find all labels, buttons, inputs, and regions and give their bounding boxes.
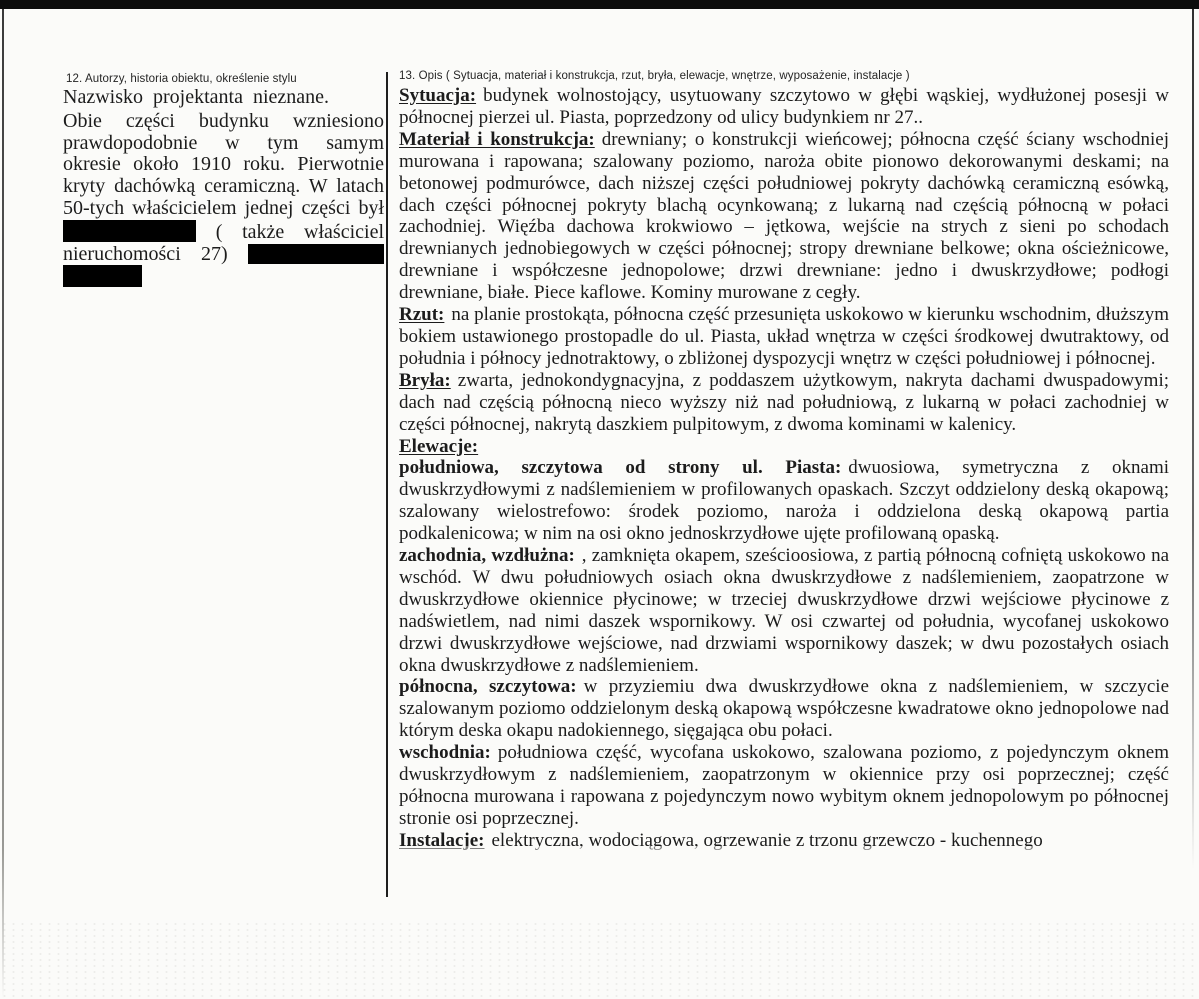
history-text-segment-1: Obie części budynku wzniesiono prawdopodobnie w tym samym okresie około 1910 roku. Pierwotnie kryty dachówką ceramiczną. W latach 50-tych właścicielem jednej części był [63,109,384,219]
text-rzut: na planie prostokąta, północna część przesunięta uskokowo w kierunku wschodnim, dłuższym bokiem ustawionego prostopadle do ul. Piasta, układ wnętrza w części środkowej dwutraktowy, od południa i północy jednotraktowy, o zbliżonej dyspozycji wnętrz w części południowej i północnej. [399,304,1169,369]
scan-edge-left [2,9,4,999]
label-material-konstrukcja: Materiał i konstrukcja: [399,128,595,150]
label-rzut: Rzut: [399,304,445,326]
designer-unknown-line: Nazwisko projektanta nieznane. [63,86,330,108]
history-text-segment-2: ( także właściciel nieruchomości 27) [63,220,385,265]
text-material-konstrukcja: drewniany; o konstrukcji wieńcowej; północna część ściany wschodniej murowana i rapowana; szalowany poziomo, naroża obite pionowo dekorowanymi deskami; na betonowej podmurówce, dach niższej części południowej pokryty dachówką ceramiczną esówką, dach części północnej pokryty blachą ocynkowaną; z lukarną nad częścią północną w połaci zachodniej. Więźba dachowa krokwiowo – jętkowa, wejście na strych z sieni po schodach drewnianych jednobiegowych w części północnej; stropy drewniane belkowe; okna ościeżnicowe, drewniane i współczesne jednopolowe; drzwi drewniane: jedno i dwuskrzydłowe; podłogi drewniane, białe. Piece kaflowe. Kominy murowane z cegły. [399,128,1169,304]
section-12-header: 12. Autorzy, historia obiektu, określenie stylu [66,73,297,85]
description-body [399,85,1169,852]
scan-noise-artifact [0,921,1199,999]
text-instalacje: elektryczna, wodociągowa, ogrzewanie z trzonu grzewczo - kuchennego [491,829,1043,851]
section-13-description [399,70,1169,852]
paragraph-instalacje [399,830,1169,852]
paragraph-elewacja-polnocna [399,676,1169,742]
section-13-header: 13. Opis ( Sytuacja, materiał i konstrukcja, rzut, bryła, elewacje, wnętrze, wyposażenie, instalacje ) [399,70,910,82]
redaction-box-2 [248,244,384,264]
text-sytuacja: budynek wolnostojący, usytuowany szczytowo w głębi wąskiej, wydłużonej posesji w północnej pierzei ul. Piasta, poprzedzony od ulicy budynkiem nr 27.. [399,85,1169,128]
label-bryla: Bryła: [399,369,451,391]
paragraph-material-konstrukcja [399,129,1169,304]
paragraph-rzut [399,304,1169,370]
paragraph-elewacja-wschodnia [399,742,1169,830]
paragraph-elewacja-zachodnia [399,545,1169,676]
paragraph-elewacje-heading [399,436,1169,458]
text-bryla: zwarta, jednokondygnacyjna, z poddaszem użytkowym, nakryta dachami dwuspadowymi; dach nad częścią północną nieco wyższy niż nad południową, z lukarną w połaci zachodniej w części północnej, nakrytą daszkiem pulpitowym, z dwoma kominami w kalenicy. [399,369,1169,435]
text-elewacja-polnocna: w przyziemiu dwa dwuskrzydłowe okna z nadślemieniem, w szczycie szalowanym poziomo oddzielonym deską okapową współczesne kwadratowe okno jednopolowe nad którym deska okapu nadokiennego, sięgająca obu połaci. [399,676,1170,742]
label-elewacja-wschodnia: wschodnia: [399,742,491,764]
label-elewacja-polnocna: północna, szczytowa: [399,676,577,698]
paragraph-bryla [399,370,1169,436]
label-elewacja-poludniowa: południowa, szczytowa od strony ul. Piasta: [399,457,842,479]
text-elewacja-zachodnia: , zamknięta okapem, sześcioosiowa, z partią północną cofniętą uskokowo na wschód. W dwu południowych osiach okna dwuskrzydłowe z nadślemieniem, zaopatrzone w dwuskrzydłowe okiennice płycinowe; w trzeciej dwuskrzydłowe drzwi wejściowe płycinowe z nadświetlem, nad nimi daszek wspornikowy. W osi czwartej od południa, wycofanej uskokowo drzwi dwuskrzydłowe wejściowe, nad drzwiami wspornikowy daszek; w dwu pozostałych osiach okna dwuskrzydłowe z nadślemieniem. [399,545,1170,676]
redaction-box-1 [63,220,196,242]
scan-edge-right [1192,9,1194,869]
label-sytuacja: Sytuacja: [399,85,477,106]
text-elewacja-poludniowa: dwuosiowa, symetryczna z oknami dwuskrzydłowymi z nadślemieniem w profilowanych opaskach. Szczyt oddzielony deską okapową; szalowany wielostrefowo: środek poziomo, naroża i oddzielona deską okapową partia podkalenicowa; w nim na osi okno jednoskrzydłowe ujęte profilowaną opaską. [399,457,1169,545]
paragraph-sytuacja [399,85,1169,129]
label-elewacja-zachodnia: zachodnia, wzdłużna: [399,545,575,567]
text-elewacja-wschodnia: południowa część, wycofana uskokowo, szalowana poziomo, z pojedynczym oknem dwuskrzydłowym z nadślemieniem, zaopatrzonym w okiennice przy osi poprzecznej; część północna murowana i rapowana z pojedynczym nowo wybitym oknem jednopolowym po północnej stronie osi poprzecznej. [399,742,1169,829]
column-divider-rule [386,72,388,897]
label-instalacje: Instalacje: [399,829,485,851]
section-12-authors-history [63,73,384,288]
label-elewacje: Elewacje: [399,435,479,457]
paragraph-elewacja-poludniowa [399,457,1169,545]
history-paragraph [63,111,384,288]
redaction-box-3 [63,265,142,287]
scan-edge-top [0,0,1199,9]
